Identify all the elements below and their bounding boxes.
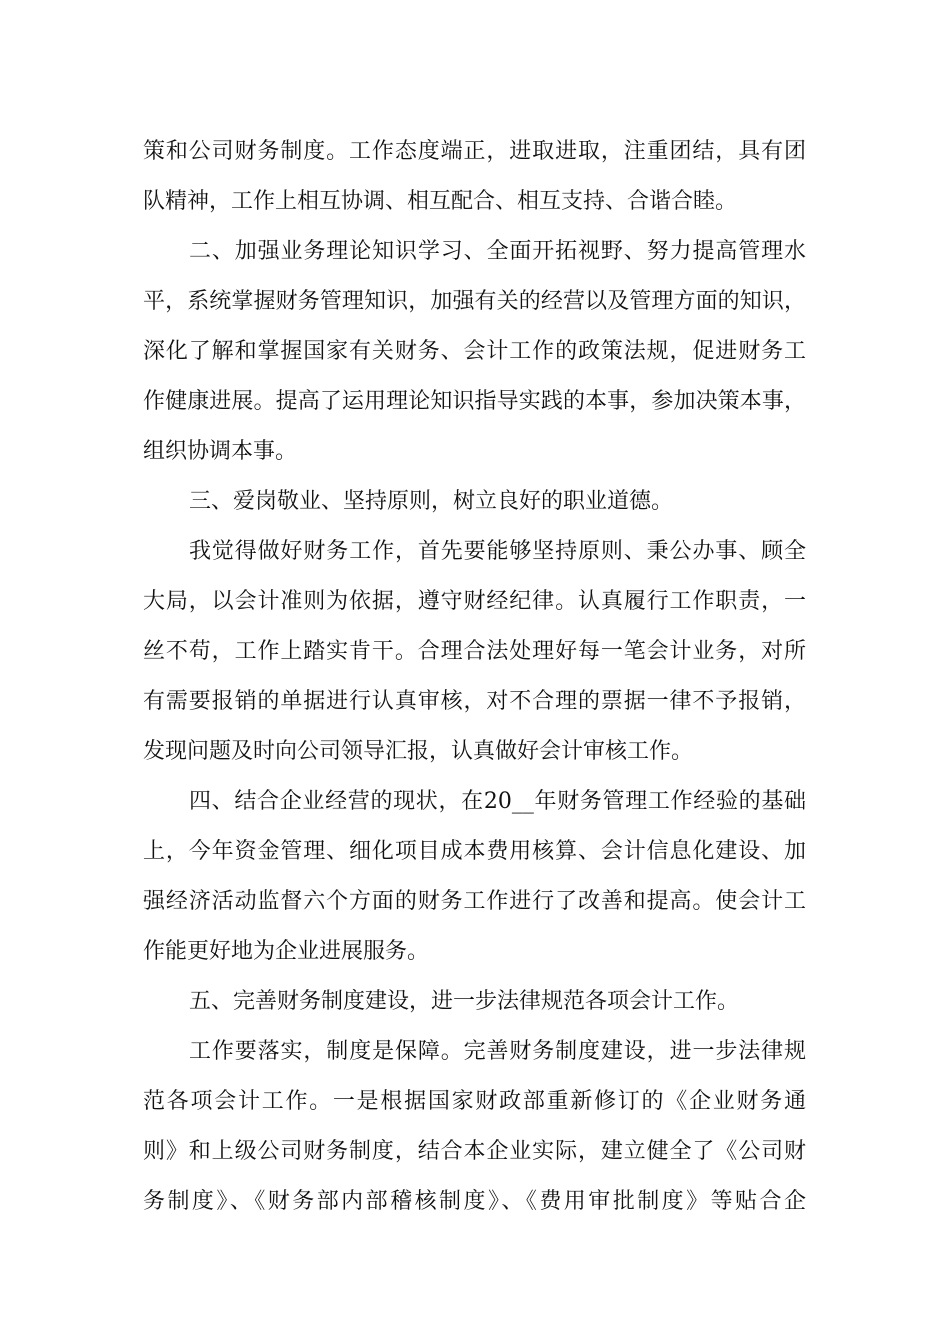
text-line: 深化了解和掌握国家有关财务、会计工作的政策法规，促进财务工 bbox=[143, 339, 806, 364]
text-line: 作能更好地为企业进展服务。 bbox=[143, 939, 430, 964]
text-line: 五、完善财务制度建设，进一步法律规范各项会计工作。 bbox=[189, 989, 740, 1014]
text-line: 策和公司财务制度。工作态度端正，进取进取，注重团结，具有团 bbox=[143, 139, 806, 164]
text-line: 有需要报销的单据进行认真审核，对不合理的票据一律不予报销， bbox=[143, 689, 806, 714]
text-line: 平，系统掌握财务管理知识，加强有关的经营以及管理方面的知识， bbox=[143, 289, 806, 314]
text-line: 大局，以会计准则为依据，遵守财经纪律。认真履行工作职责，一 bbox=[143, 589, 806, 614]
text-line: 发现问题及时向公司领导汇报，认真做好会计审核工作。 bbox=[143, 739, 694, 764]
text-line: 工作要落实，制度是保障。完善财务制度建设，进一步法律规 bbox=[189, 1039, 806, 1064]
text-line: 务制度》、《财务部内部稽核制度》、《费用审批制度》等贴合企 bbox=[143, 1189, 806, 1214]
text-line: 组织协调本事。 bbox=[143, 439, 298, 464]
text-line: 丝不苟，工作上踏实肯干。合理合法处理好每一笔会计业务，对所 bbox=[143, 639, 806, 664]
document-body bbox=[143, 127, 806, 1227]
text-line: 四、结合企业经营的现状，在20__年财务管理工作经验的基础 bbox=[189, 789, 806, 814]
text-line: 范各项会计工作。一是根据国家财政部重新修订的《企业财务通 bbox=[143, 1089, 806, 1114]
text-line: 上，今年资金管理、细化项目成本费用核算、会计信息化建设、加 bbox=[143, 839, 806, 864]
text-line: 三、爱岗敬业、坚持原则，树立良好的职业道德。 bbox=[189, 489, 674, 514]
text-line: 我觉得做好财务工作，首先要能够坚持原则、秉公办事、顾全 bbox=[189, 539, 806, 564]
text-line: 则》和上级公司财务制度，结合本企业实际，建立健全了《公司财 bbox=[143, 1139, 806, 1164]
text-line: 强经济活动监督六个方面的财务工作进行了改善和提高。使会计工 bbox=[143, 889, 806, 914]
text-line: 二、加强业务理论知识学习、全面开拓视野、努力提高管理水 bbox=[189, 239, 806, 264]
text-line: 队精神，工作上相互协调、相互配合、相互支持、合谐合睦。 bbox=[143, 189, 738, 214]
text-line: 作健康进展。提高了运用理论知识指导实践的本事，参加决策本事， bbox=[143, 389, 806, 414]
